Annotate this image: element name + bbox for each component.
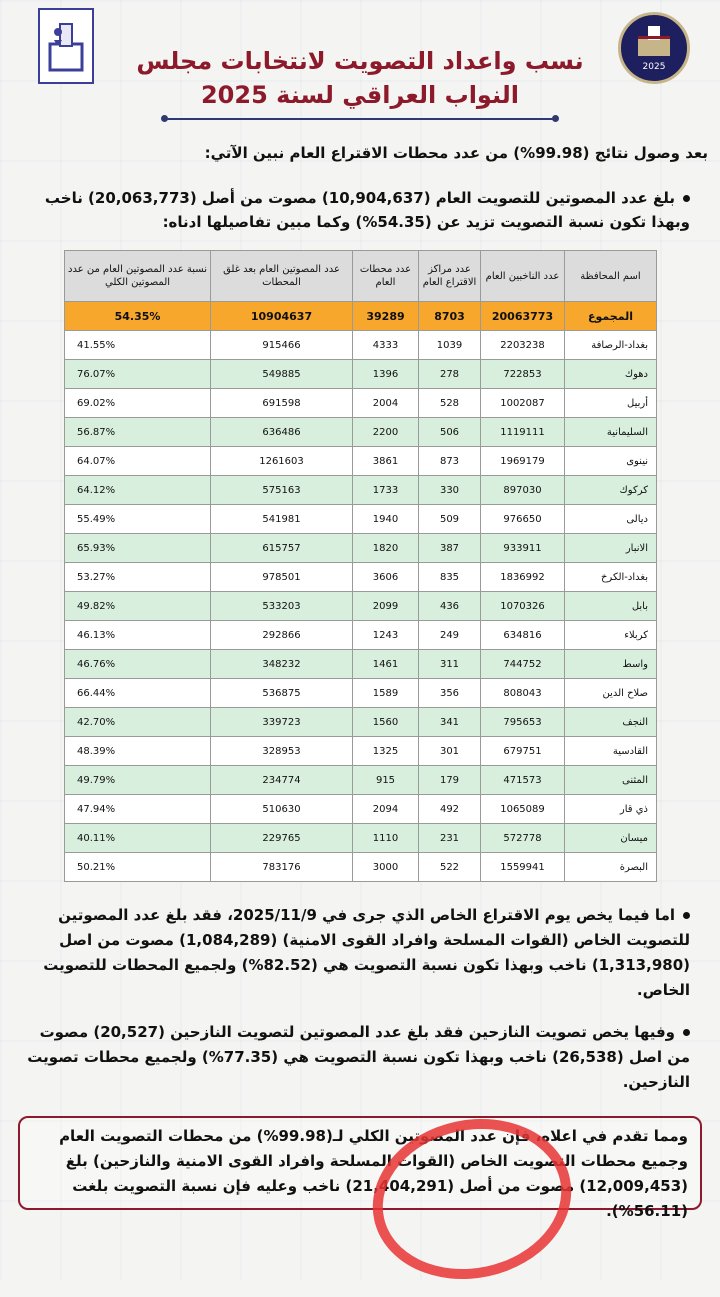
- row-governorate: ميسان: [565, 824, 657, 853]
- header-centers: عدد مراكز الاقتراع العام: [419, 251, 481, 302]
- table-row: [65, 853, 657, 882]
- row-voters: 1002087: [481, 389, 565, 418]
- row-voted: 510630: [211, 795, 353, 824]
- total-voters: 20063773: [481, 302, 565, 331]
- row-voted: 691598: [211, 389, 353, 418]
- row-percentage: 56.87%: [65, 418, 211, 447]
- row-governorate: صلاح الدين: [565, 679, 657, 708]
- row-voters: 679751: [481, 737, 565, 766]
- table-header-row: [65, 251, 657, 302]
- total-row: [65, 302, 657, 331]
- row-voted: 339723: [211, 708, 353, 737]
- row-voters: 808043: [481, 679, 565, 708]
- row-governorate: بغداد-الرصافة: [565, 331, 657, 360]
- results-table: [64, 250, 657, 882]
- title-divider: [165, 118, 555, 120]
- row-percentage: 65.93%: [65, 534, 211, 563]
- row-centers: 179: [419, 766, 481, 795]
- row-percentage: 66.44%: [65, 679, 211, 708]
- row-voters: 2203238: [481, 331, 565, 360]
- row-centers: 873: [419, 447, 481, 476]
- row-voted: 978501: [211, 563, 353, 592]
- general-vote-bullet: [20, 186, 690, 234]
- row-centers: 387: [419, 534, 481, 563]
- row-governorate: كربلاء: [565, 621, 657, 650]
- logo-year: 2025: [642, 62, 666, 72]
- row-governorate: المثنى: [565, 766, 657, 795]
- row-percentage: 41.55%: [65, 331, 211, 360]
- page-header: [0, 0, 720, 130]
- row-voters: 572778: [481, 824, 565, 853]
- row-stations: 2099: [353, 592, 419, 621]
- header-percentage: نسبة عدد المصوتين العام من عدد المصوتين الكلي: [65, 251, 211, 302]
- table-row: [65, 650, 657, 679]
- row-centers: 341: [419, 708, 481, 737]
- total-centers: 8703: [419, 302, 481, 331]
- table-row: [65, 621, 657, 650]
- row-voted: 575163: [211, 476, 353, 505]
- row-percentage: 53.27%: [65, 563, 211, 592]
- row-stations: 1461: [353, 650, 419, 679]
- row-governorate: دهوك: [565, 360, 657, 389]
- row-governorate: أربيل: [565, 389, 657, 418]
- table-row: [65, 592, 657, 621]
- row-voted: 615757: [211, 534, 353, 563]
- row-centers: 301: [419, 737, 481, 766]
- general-vote-text: بلغ عدد المصوتين للتصويت العام (10,904,637) مصوت من أصل (20,063,773) ناخب وبهذا تكون نسبة التصويت تزيد عن (54.35%) وكما مبين تفاصيلها ادناه:: [44, 189, 690, 231]
- row-centers: 311: [419, 650, 481, 679]
- row-stations: 1940: [353, 505, 419, 534]
- table-row: [65, 476, 657, 505]
- row-governorate: نينوى: [565, 447, 657, 476]
- row-centers: 330: [419, 476, 481, 505]
- ballot-box-icon: [632, 24, 676, 60]
- total-stations: 39289: [353, 302, 419, 331]
- row-governorate: القادسية: [565, 737, 657, 766]
- row-voted: 636486: [211, 418, 353, 447]
- table-row: [65, 795, 657, 824]
- row-centers: 506: [419, 418, 481, 447]
- row-centers: 492: [419, 795, 481, 824]
- row-stations: 2094: [353, 795, 419, 824]
- row-governorate: الانبار: [565, 534, 657, 563]
- bullet-dot: [683, 1029, 690, 1036]
- row-percentage: 47.94%: [65, 795, 211, 824]
- row-voters: 897030: [481, 476, 565, 505]
- row-percentage: 64.07%: [65, 447, 211, 476]
- table-row: [65, 360, 657, 389]
- row-voted: 229765: [211, 824, 353, 853]
- row-voted: 541981: [211, 505, 353, 534]
- row-governorate: واسط: [565, 650, 657, 679]
- row-stations: 3000: [353, 853, 419, 882]
- row-voters: 1559941: [481, 853, 565, 882]
- row-stations: 1820: [353, 534, 419, 563]
- title-line-2: النواب العراقي لسنة 2025: [200, 81, 519, 109]
- header-governorate: اسم المحافظة: [565, 251, 657, 302]
- row-stations: 1325: [353, 737, 419, 766]
- total-percentage: 54.35%: [65, 302, 211, 331]
- row-voted: 536875: [211, 679, 353, 708]
- row-stations: 2004: [353, 389, 419, 418]
- row-governorate: السليمانية: [565, 418, 657, 447]
- row-percentage: 46.76%: [65, 650, 211, 679]
- row-governorate: بغداد-الكرخ: [565, 563, 657, 592]
- row-percentage: 69.02%: [65, 389, 211, 418]
- row-percentage: 50.21%: [65, 853, 211, 882]
- total-label: المجموع: [565, 302, 657, 331]
- row-stations: 1110: [353, 824, 419, 853]
- row-voters: 1119111: [481, 418, 565, 447]
- row-governorate: النجف: [565, 708, 657, 737]
- table-row: [65, 563, 657, 592]
- ihec-logo: [38, 8, 94, 84]
- row-centers: 1039: [419, 331, 481, 360]
- row-voted: 783176: [211, 853, 353, 882]
- row-percentage: 64.12%: [65, 476, 211, 505]
- row-voted: 915466: [211, 331, 353, 360]
- table-row: [65, 679, 657, 708]
- table-row: [65, 418, 657, 447]
- row-voters: 976650: [481, 505, 565, 534]
- bullet-dot: [683, 912, 690, 919]
- row-governorate: بابل: [565, 592, 657, 621]
- row-stations: 1589: [353, 679, 419, 708]
- row-governorate: البصرة: [565, 853, 657, 882]
- intro-text: بعد وصول نتائج (99.98%) من عدد محطات الاقتراع العام نبين الآتي:: [204, 144, 708, 162]
- row-centers: 356: [419, 679, 481, 708]
- row-voters: 1969179: [481, 447, 565, 476]
- ballot-logo-icon: [46, 18, 86, 74]
- table-row: [65, 737, 657, 766]
- row-voters: 1065089: [481, 795, 565, 824]
- row-percentage: 76.07%: [65, 360, 211, 389]
- page-title: [110, 44, 610, 112]
- row-stations: 915: [353, 766, 419, 795]
- header-voted: عدد المصوتين العام بعد غلق المحطات: [211, 251, 353, 302]
- bullet-dot: [683, 195, 690, 202]
- row-voted: 533203: [211, 592, 353, 621]
- row-voters: 744752: [481, 650, 565, 679]
- row-stations: 2200: [353, 418, 419, 447]
- row-governorate: كركوك: [565, 476, 657, 505]
- table-row: [65, 824, 657, 853]
- special-vote-bullet: [26, 903, 690, 1003]
- table-row: [65, 331, 657, 360]
- row-governorate: ذي قار: [565, 795, 657, 824]
- row-centers: 509: [419, 505, 481, 534]
- row-centers: 278: [419, 360, 481, 389]
- row-voters: 1836992: [481, 563, 565, 592]
- row-percentage: 55.49%: [65, 505, 211, 534]
- total-voted: 10904637: [211, 302, 353, 331]
- row-percentage: 46.13%: [65, 621, 211, 650]
- row-voted: 292866: [211, 621, 353, 650]
- table-row: [65, 766, 657, 795]
- row-voters: 471573: [481, 766, 565, 795]
- row-centers: 231: [419, 824, 481, 853]
- row-stations: 4333: [353, 331, 419, 360]
- row-stations: 1733: [353, 476, 419, 505]
- title-line-1: نسب واعداد التصويت لانتخابات مجلس: [136, 47, 584, 75]
- row-voted: 348232: [211, 650, 353, 679]
- row-stations: 3861: [353, 447, 419, 476]
- row-stations: 1396: [353, 360, 419, 389]
- row-percentage: 49.82%: [65, 592, 211, 621]
- row-voters: 1070326: [481, 592, 565, 621]
- row-percentage: 49.79%: [65, 766, 211, 795]
- table-row: [65, 534, 657, 563]
- row-voters: 933911: [481, 534, 565, 563]
- row-voted: 234774: [211, 766, 353, 795]
- row-voters: 722853: [481, 360, 565, 389]
- row-voters: 795653: [481, 708, 565, 737]
- row-percentage: 48.39%: [65, 737, 211, 766]
- row-voted: 328953: [211, 737, 353, 766]
- row-voted: 1261603: [211, 447, 353, 476]
- row-voted: 549885: [211, 360, 353, 389]
- row-voters: 634816: [481, 621, 565, 650]
- special-vote-text: اما فيما يخص يوم الاقتراع الخاص الذي جرى في 2025/11/9، فقد بلغ عدد المصوتين للتصويت الخاص (القوات المسلحة وافراد القوى الامنية) (1,084,289) مصوت من اصل (1,313,980) ناخب وبهذا تكون نسبة التصويت هي (82.52%) ولجميع المحطات للتصويت الخاص.: [43, 906, 690, 999]
- displaced-vote-text: وفيها يخص تصويت النازحين فقد بلغ عدد المصوتين لتصويت النازحين (20,527) مصوت من اصل (26,538) ناخب وبهذا تكون نسبة التصويت هي (77.35%) ولجميع محطات تصويت النازحين.: [27, 1023, 690, 1091]
- table-row: [65, 447, 657, 476]
- row-centers: 522: [419, 853, 481, 882]
- elections-2025-logo: [618, 12, 690, 84]
- header-stations: عدد محطات العام: [353, 251, 419, 302]
- row-stations: 1560: [353, 708, 419, 737]
- row-governorate: ديالى: [565, 505, 657, 534]
- row-stations: 1243: [353, 621, 419, 650]
- table-row: [65, 389, 657, 418]
- row-percentage: 42.70%: [65, 708, 211, 737]
- summary-box: [18, 1116, 702, 1220]
- results-table-container: [64, 250, 656, 882]
- table-row: [65, 708, 657, 737]
- row-centers: 528: [419, 389, 481, 418]
- summary-text: ومما تقدم في اعلاه، فإن عدد المصوتين الكلي لـ(99.98%) من محطات التصويت العام وجميع محطات التصويت الخاص (القوات المسلحة وافراد القوى الامنية والنازحين) بلغ (12,009,453) مصوت من أصل (21,404,291) ناخب وعليه فإن نسبة التصويت بلغت (56.11%).: [59, 1127, 688, 1220]
- row-centers: 835: [419, 563, 481, 592]
- row-centers: 249: [419, 621, 481, 650]
- displaced-vote-bullet: [26, 1020, 690, 1095]
- row-percentage: 40.11%: [65, 824, 211, 853]
- header-voters: عدد الناخبين العام: [481, 251, 565, 302]
- row-centers: 436: [419, 592, 481, 621]
- table-row: [65, 505, 657, 534]
- row-stations: 3606: [353, 563, 419, 592]
